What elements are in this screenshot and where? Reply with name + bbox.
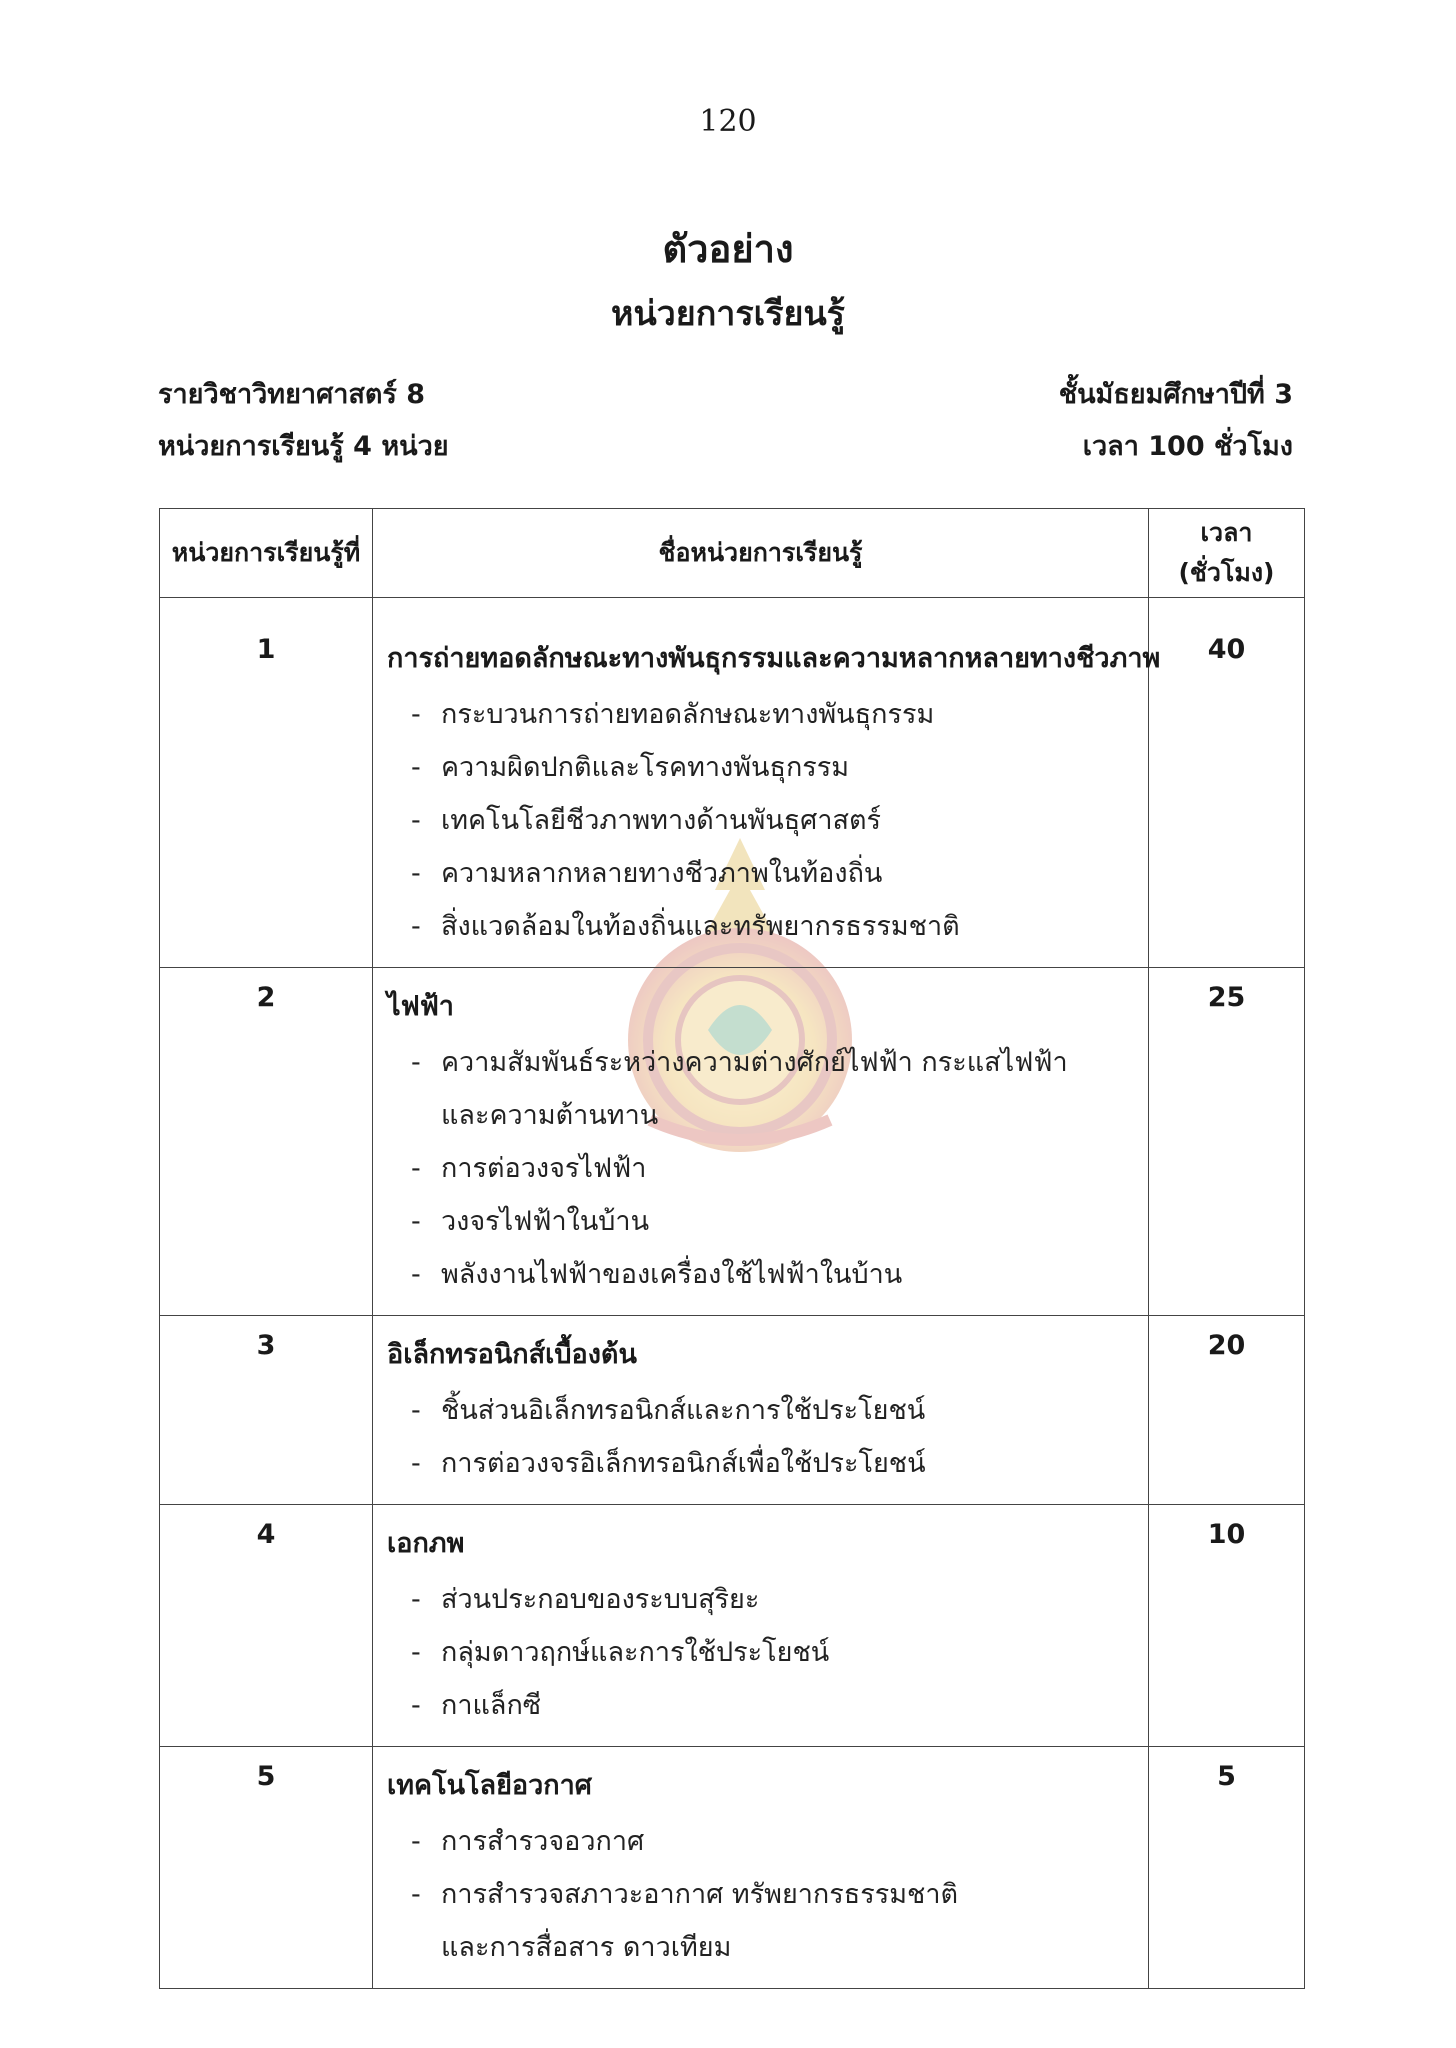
total-time: เวลา 100 ชั่วโมง — [1082, 431, 1293, 462]
unit-content — [373, 968, 1149, 1316]
list-item-continuation: และความต้านทาน — [441, 1100, 659, 1131]
list-item: - ส่วนประกอบของระบบสุริยะ — [411, 1584, 760, 1615]
header-hours: เวลา (ชั่วโมง) — [1149, 509, 1305, 598]
list-item: - ชิ้นส่วนอิเล็กทรอนิกส์และการใช้ประโยชน์ — [411, 1395, 926, 1426]
units-count: หน่วยการเรียนรู้ 4 หน่วย — [158, 431, 449, 462]
list-item: - กระบวนการถ่ายทอดลักษณะทางพันธุกรรม — [411, 699, 935, 730]
unit-number: 5 — [160, 1747, 373, 1989]
unit-content — [373, 598, 1161, 968]
header-unit-number: หน่วยการเรียนรู้ที่ — [160, 509, 373, 598]
table-row — [160, 968, 1305, 1316]
table-row — [160, 1505, 1305, 1747]
unit-hours: 10 — [1149, 1505, 1305, 1747]
document-subtitle: หน่วยการเรียนรู้ — [611, 294, 845, 334]
list-item: - ความสัมพันธ์ระหว่างความต่างศักย์ไฟฟ้า กระแสไฟฟ้า — [411, 1047, 1068, 1078]
grade-level: ชั้นมัธยมศึกษาปีที่ 3 — [1058, 379, 1293, 410]
list-item: - การสำรวจอวกาศ — [411, 1826, 645, 1857]
header-unit-name: ชื่อหน่วยการเรียนรู้ — [373, 509, 1149, 598]
unit-content — [373, 1316, 1149, 1505]
topic-list — [387, 1384, 1138, 1490]
unit-content — [373, 1505, 1149, 1747]
topic-list — [387, 688, 1138, 953]
list-item: - สิ่งแวดล้อมในท้องถิ่นและทรัพยากรธรรมชาติ — [411, 911, 960, 942]
unit-number: 1 — [160, 598, 373, 968]
unit-name: อิเล็กทรอนิกส์เบื้องต้น — [387, 1339, 637, 1370]
unit-name: การถ่ายทอดลักษณะทางพันธุกรรมและความหลากหลายทางชีวภาพ — [387, 643, 1161, 674]
list-item: - ความหลากหลายทางชีวภาพในท้องถิ่น — [411, 858, 883, 889]
unit-content — [373, 1747, 1149, 1989]
list-item: - เทคโนโลยีชีวภาพทางด้านพันธุศาสตร์ — [411, 805, 882, 836]
unit-name: เทคโนโลยีอวกาศ — [387, 1770, 592, 1801]
list-item: - การต่อวงจรไฟฟ้า — [411, 1153, 647, 1184]
list-item: - กลุ่มดาวฤกษ์และการใช้ประโยชน์ — [411, 1637, 830, 1668]
learning-units-table — [159, 508, 1305, 1989]
unit-hours: 40 — [1149, 598, 1305, 968]
topic-list — [387, 1573, 1138, 1732]
unit-name: เอกภพ — [387, 1528, 465, 1559]
table-row — [160, 598, 1305, 968]
table-row — [160, 1747, 1305, 1989]
list-item: - กาแล็กซี — [411, 1690, 542, 1721]
list-item: - ความผิดปกติและโรคทางพันธุกรรม — [411, 752, 850, 783]
unit-name: ไฟฟ้า — [387, 991, 454, 1022]
unit-hours: 5 — [1149, 1747, 1305, 1989]
list-item-continuation: และการสื่อสาร ดาวเทียม — [441, 1932, 732, 1963]
unit-number: 3 — [160, 1316, 373, 1505]
unit-number: 2 — [160, 968, 373, 1316]
list-item: - การสำรวจสภาวะอากาศ ทรัพยากรธรรมชาติ — [411, 1879, 959, 1910]
unit-hours: 20 — [1149, 1316, 1305, 1505]
table-row — [160, 1316, 1305, 1505]
page-number: 120 — [699, 104, 757, 139]
topic-list — [387, 1036, 1138, 1301]
list-item: - การต่อวงจรอิเล็กทรอนิกส์เพื่อใช้ประโยชน์ — [411, 1448, 926, 1479]
topic-list — [387, 1815, 1138, 1974]
list-item: - วงจรไฟฟ้าในบ้าน — [411, 1206, 650, 1237]
document-title: ตัวอย่าง — [662, 227, 794, 271]
unit-hours: 25 — [1149, 968, 1305, 1316]
unit-number: 4 — [160, 1505, 373, 1747]
table-header-row — [160, 509, 1305, 598]
list-item: - พลังงานไฟฟ้าของเครื่องใช้ไฟฟ้าในบ้าน — [411, 1259, 903, 1290]
subject-name: รายวิชาวิทยาศาสตร์ 8 — [158, 379, 426, 410]
